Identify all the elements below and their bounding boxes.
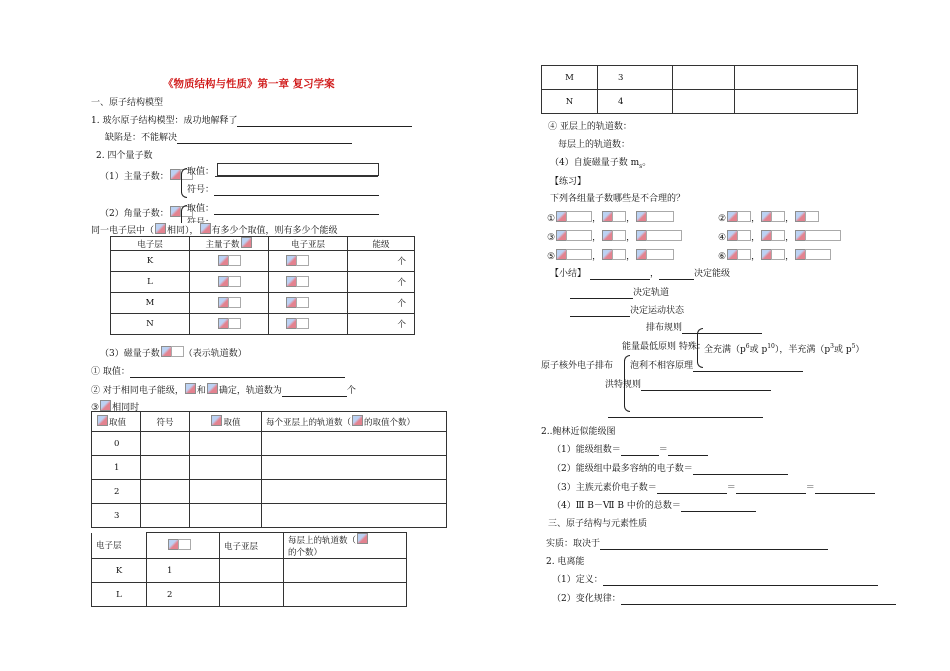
special-cases: 全充满（$p^6$或 $p^{10}$），半充满（$p^3$或 $p^5$） xyxy=(704,343,865,355)
pauling-3: （3）主族元素价电子数＝ ＝ ＝ xyxy=(552,482,875,494)
b4-blank[interactable] xyxy=(681,501,756,512)
row-L: L xyxy=(111,272,190,293)
hund-blank[interactable] xyxy=(641,380,771,391)
practice-question: 下列各组量子数哪些是不合理的？ xyxy=(550,194,686,204)
row-L2: L xyxy=(92,583,147,607)
cell-ge: 个 xyxy=(348,293,415,314)
m-value-blank[interactable] xyxy=(130,367,345,378)
magnetic-qn-label: （3）磁量子数 （表示轨道数） xyxy=(100,346,247,360)
m2-l-icon xyxy=(207,383,218,394)
th-level: 能级 xyxy=(348,237,415,251)
th-layer: 电子层 xyxy=(111,237,190,251)
same-layer-l-icon xyxy=(200,223,211,234)
row-0: 0 xyxy=(92,432,141,456)
same-layer-n-icon xyxy=(155,223,166,234)
m3-line: ③ 相同时 xyxy=(91,400,139,414)
m-value-line: ① 取值： xyxy=(91,366,345,378)
b1-blank-2[interactable] xyxy=(668,445,708,456)
n-symbol-blank[interactable] xyxy=(214,185,379,196)
th-principal-icon xyxy=(241,237,252,248)
pauli-blank[interactable] xyxy=(693,361,803,372)
hund-line: 洪特规则 xyxy=(605,379,771,391)
defect-blank[interactable] xyxy=(177,133,352,144)
bohr-blank[interactable] xyxy=(237,116,412,127)
orbital-line: 决定轨道 xyxy=(570,287,669,299)
n-value-underline xyxy=(215,176,378,177)
row-M: M xyxy=(111,293,190,314)
spin-qn-line: （4）自旋磁量子数 $m_s$。 xyxy=(550,158,652,170)
b3-blank-1[interactable] xyxy=(657,483,727,494)
l-value-line: 取值： xyxy=(187,203,379,215)
page-title: 《物质结构与性质》第一章 复习学案 xyxy=(163,78,335,90)
th-orbitals: 每个亚层上的轨道数（ 的取值个数） xyxy=(262,412,447,432)
option-4[interactable]: ④ ， ， xyxy=(718,230,841,244)
n-value-line: 取值： xyxy=(187,167,215,177)
th-value-icon xyxy=(97,415,108,426)
th-layer2: 电子层 xyxy=(92,533,147,559)
th-value2: 取值 xyxy=(190,412,262,432)
table-layers: 电子层 电子亚层 每层上的轨道数（的个数） K 1 L 2 xyxy=(91,532,407,607)
essence-blank[interactable] xyxy=(600,539,828,550)
th-value2-icon xyxy=(211,415,222,426)
m-orbitals-line: ② 对于相同电子能级， 和 确定，轨道数为 个 xyxy=(91,383,356,397)
practice-heading: 【练习】 xyxy=(550,177,587,187)
option-3[interactable]: ③ ， ， xyxy=(547,230,682,244)
essence-line: 实质：取决于 xyxy=(546,538,828,550)
th-subshell2: 电子亚层 xyxy=(220,533,284,559)
summary-blank-2[interactable] xyxy=(659,269,694,280)
m-box xyxy=(171,346,184,357)
row-K: K xyxy=(111,251,190,272)
summary-blank-1[interactable] xyxy=(590,269,650,280)
option-1[interactable]: ① ， ， xyxy=(547,211,674,225)
row-2: 2 xyxy=(92,480,141,504)
ionization-heading: 2. 电离能 xyxy=(546,557,585,567)
principal-qn-label: （1）主量子数： xyxy=(100,169,193,183)
th-value: 取值 xyxy=(92,412,141,432)
th-subshell: 电子亚层 xyxy=(269,237,348,251)
row-K2: K xyxy=(92,559,147,583)
layer-orbitals-line: 每层上的轨道数： xyxy=(558,140,631,150)
th-orbitals2-icon xyxy=(357,533,368,544)
option-2[interactable]: ② ， ， xyxy=(718,211,819,225)
ion-definition: （1）定义： xyxy=(552,574,878,586)
trend-blank[interactable] xyxy=(621,594,896,605)
row-3: 3 xyxy=(92,504,141,528)
th-principal: 主量子数 xyxy=(190,237,269,251)
quantum-numbers-heading: 2. 四个量子数 xyxy=(96,151,153,161)
cell-ge: 个 xyxy=(348,314,415,335)
table-magnetic xyxy=(91,411,447,528)
angular-qn-label: （2）角量子数： xyxy=(100,206,193,220)
orbital-blank[interactable] xyxy=(570,288,633,299)
rule-order-line: 排布规则 xyxy=(646,322,762,334)
pauling-2: （2）能级组中最多容纳的电子数＝ xyxy=(552,463,788,475)
bohr-model-line xyxy=(91,115,412,127)
defect-line xyxy=(105,132,352,144)
min-energy-line: 能量最低原则 特殊： xyxy=(622,342,706,352)
same-layer-line: 同一电子层中（ 相同）， 有多少个取值，则有多少个能级 xyxy=(91,223,368,237)
row-N: N xyxy=(111,314,190,335)
summary-line: 【小结】 ， 决定能级 xyxy=(550,269,731,279)
th-orbitals2: 每层上的轨道数（的个数） xyxy=(284,533,407,559)
cell-ge: 个 xyxy=(348,272,415,293)
subshell-orbitals-line: ④ 亚层上的轨道数： xyxy=(548,122,632,132)
m-orbitals-blank[interactable] xyxy=(282,386,347,397)
b3-blank-3[interactable] xyxy=(815,483,875,494)
cell-ge: 个 xyxy=(348,251,415,272)
row-M2: M xyxy=(542,66,598,90)
n-symbol-line: 符号： xyxy=(187,184,379,196)
config-label: 原子核外电子排布 xyxy=(541,361,614,371)
pauli-line: 泡利不相容原理 xyxy=(630,360,803,372)
row-1: 1 xyxy=(92,456,141,480)
pauling-heading: 2..鲍林近似能级图 xyxy=(541,427,616,437)
definition-blank[interactable] xyxy=(603,575,878,586)
bohr-label: 1. 玻尔原子结构模型：成功地解释了 xyxy=(91,116,238,126)
m2-n-icon xyxy=(185,383,196,394)
motion-blank[interactable] xyxy=(570,306,630,317)
m3-icon xyxy=(100,400,111,411)
table-subshells xyxy=(110,236,415,335)
rule-order-blank[interactable] xyxy=(682,323,762,334)
th-n-icon-cell xyxy=(147,533,220,559)
extra-blank-line[interactable] xyxy=(608,417,763,418)
table-layers-continued: M 3 N 4 xyxy=(541,65,858,114)
th-orbitals-icon xyxy=(352,415,363,426)
option-6[interactable]: ⑥ ， ， xyxy=(718,249,831,263)
l-value-blank[interactable] xyxy=(214,204,379,215)
ion-trend: （2）变化规律： xyxy=(552,593,896,605)
b1-blank-1[interactable] xyxy=(621,445,659,456)
n-value-box[interactable] xyxy=(217,163,379,176)
b2-blank[interactable] xyxy=(693,464,788,475)
pauling-1: （1）能级组数＝ ＝ xyxy=(552,444,708,456)
row-N2: N xyxy=(542,90,598,114)
b3-blank-2[interactable] xyxy=(736,483,806,494)
th-symbol: 符号 xyxy=(141,412,190,432)
section-atomic-model: 一、原子结构模型 xyxy=(91,98,164,108)
pauling-4: （4）Ⅲ B－Ⅶ B 中价的总数＝ xyxy=(552,500,756,512)
defect-label: 缺陷是：不能解决 xyxy=(105,133,178,143)
option-5[interactable]: ⑤ ， ， xyxy=(547,249,674,263)
motion-line: 决定运动状态 xyxy=(570,305,684,317)
section-properties: 三、原子结构与元素性质 xyxy=(548,519,648,529)
